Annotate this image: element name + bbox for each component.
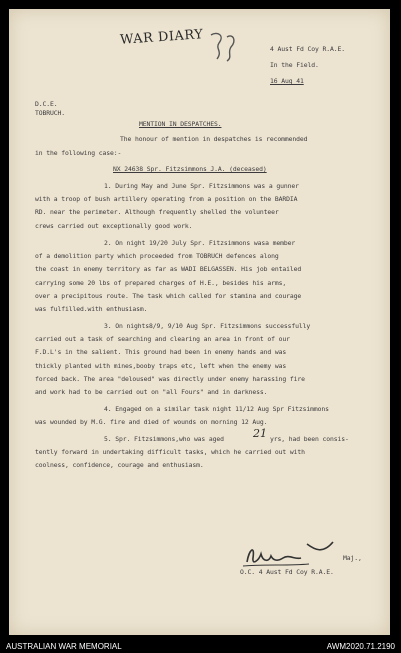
paragraph-line: 1. During May and June Spr. Fitzsimmons was a gunner	[104, 182, 299, 190]
paragraph-line: crews carried out exceptionally good work.	[35, 222, 193, 230]
soldier-heading: NX 24638 Spr. Fitzsimmons J.A. (deceased)	[113, 165, 267, 173]
paragraph-line: 4. Engaged on a similar task night 11/12 Aug Spr Fitzsimmons	[104, 405, 329, 413]
paragraph-line: thickly planted with mines,booby traps etc, left when the enemy was	[35, 362, 287, 370]
paragraph-line: 5. Spr. Fitzsimmons,who was aged	[104, 435, 224, 443]
location-header: In the Field.	[270, 61, 319, 69]
archive-label: AUSTRALIAN WAR MEMORIAL	[6, 642, 122, 651]
intro-line-1: The honour of mention in despatches is recommended	[120, 135, 308, 143]
paragraph-line: carried out a task of searching and clearing an area in front of our	[35, 335, 290, 343]
subject-heading: MENTION IN DESPATCHES.	[139, 120, 222, 128]
signature-rank: Maj.,	[343, 554, 362, 562]
paragraph-line: RD. near the perimeter. Although frequently shelled the volunteer	[35, 208, 279, 216]
paragraph-line: and work had to be carried out on "all Fours" and in darkness.	[35, 388, 268, 396]
initials-scribble	[203, 29, 243, 63]
date-header: 16 Aug 41	[270, 77, 304, 85]
paragraph-line: was fulfilled.with enthusiasm.	[35, 305, 148, 313]
paragraph-line: over a precipitous route. The task which called for stamina and courage	[35, 292, 302, 300]
paragraph-line: the coast in enemy territory as far as WADI BELGASSEN. His job entailed	[35, 265, 302, 273]
archive-reference: AWM2020.71.2190	[326, 642, 395, 651]
paragraph-line: of a demolition party which proceeded from TOBRUCH defences along	[35, 252, 279, 260]
document-page	[9, 9, 390, 635]
paragraph-line: 2. On night 19/20 July Spr. Fitzsimmons wasa member	[104, 239, 296, 247]
paragraph-line: yrs, had been consis-	[270, 435, 349, 443]
war-diary-handwriting: WAR DIARY	[119, 27, 204, 48]
intro-line-2: in the following case:-	[35, 149, 122, 157]
age-handwriting: 21	[253, 427, 267, 440]
paragraph-line: tently forward in undertaking difficult tasks, which he carried out with	[35, 448, 305, 456]
paragraph-line: 3. On nights8/9, 9/10 Aug Spr. Fitzsimmons successfully	[104, 322, 311, 330]
unit-header: 4 Aust Fd Coy R.A.E.	[270, 45, 345, 53]
signature-title: O.C. 4 Aust Fd Coy R.A.E.	[240, 568, 334, 576]
recipient-line-1: D.C.E.	[35, 100, 58, 108]
paragraph-line: forced back. The area "deloused" was directly under enemy harassing fire	[35, 375, 305, 383]
paragraph-line: with a troop of bush artillery operating from a position on the BARDIA	[35, 195, 298, 203]
paragraph-line: carrying some 20 lbs of prepared charges of H.E., besides his arms,	[35, 279, 287, 287]
paragraph-line: was wounded by M.G. fire and died of wounds on morning 12 Aug.	[35, 418, 268, 426]
recipient-line-2: TOBRUCH.	[35, 109, 65, 117]
paragraph-line: coolness, confidence, courage and enthusiasm.	[35, 461, 204, 469]
paragraph-line: F.D.L's in the salient. This ground had been in enemy hands and was	[35, 348, 287, 356]
